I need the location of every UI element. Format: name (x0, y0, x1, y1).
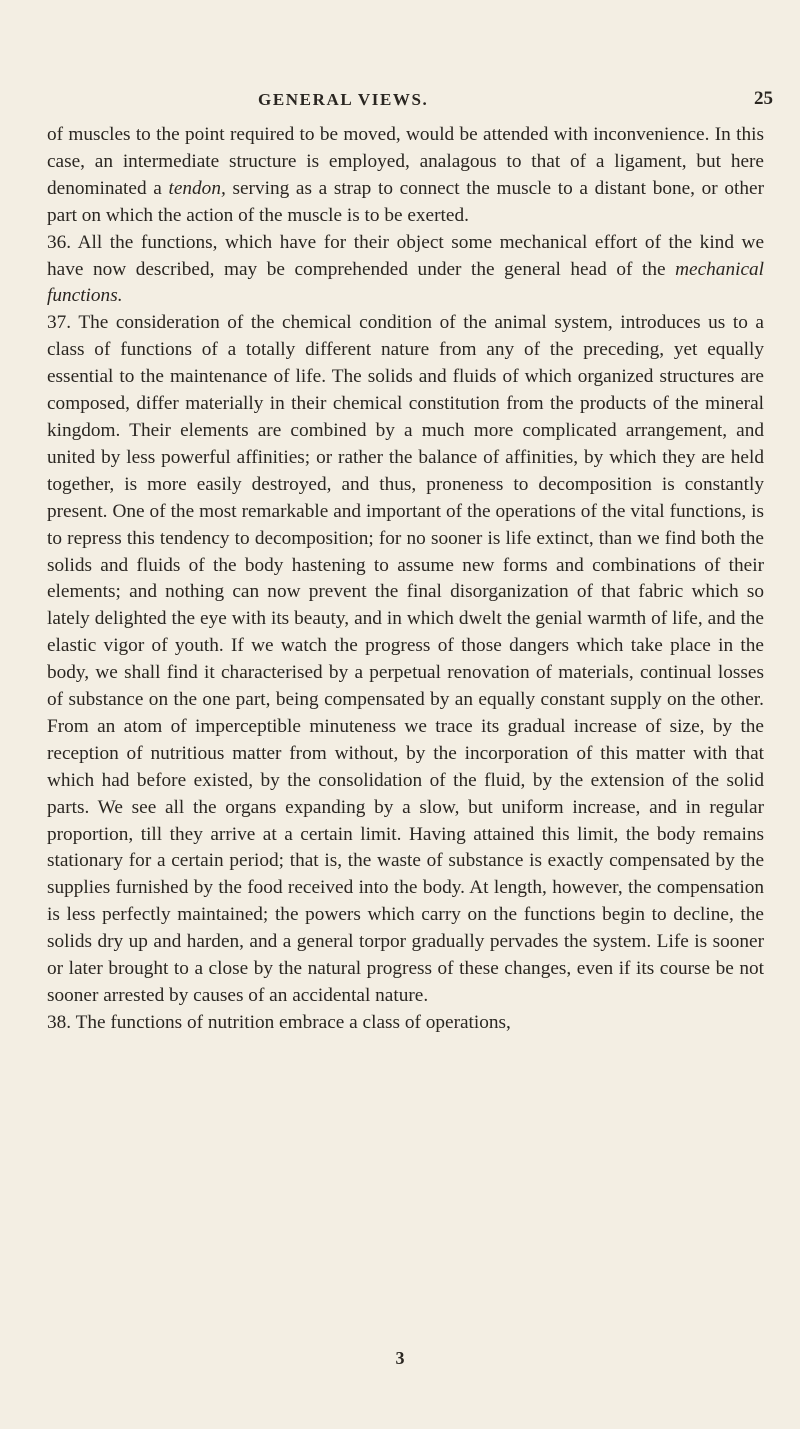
paragraph-continuation: of muscles to the point required to be moved, would be attended with inconvenience. In this case, an intermediate structure is employed, analagous to that of a ligament, but here denominated a tendon, serving as a strap to connect the muscle to a distant bone, or other part on which the action of the muscle is to be exerted. (47, 124, 764, 226)
page-number: 25 (754, 88, 773, 109)
page-header (258, 90, 773, 116)
signature-mark: 3 (395, 1348, 405, 1368)
paragraph-37: 37. The consideration of the chemical condition of the animal system, introduces us to a class of functions of a totally different nature from any of the preceding, yet equally essential to the maintenance of life. The solids and fluids of which organized structures are composed, differ materially in their chemical constitution from the products of the mineral kingdom. Their elements are combined by a much more complicated arrangement, and united by less powerful affinities; or rather the balance of affinities, by which they are held together, is more easily destroyed, and thus, proneness to decomposition is constantly present. One of the most remarkable and important of the operations of the vital functions, is to repress this tendency to decomposition; for no sooner is life extinct, than we find both the solids and fluids of the body hastening to assume new forms and combinations of their elements; and nothing can now prevent the final disorganization of that fabric which so lately delighted the eye with its beauty, and in which dwelt the genial warmth of life, and the elastic vigor of youth. If we watch the progress of those dangers which take place in the body, we shall find it characterised by a perpetual renovation of materials, continual losses of substance on the one part, being compensated by an equally constant supply on the other. From an atom of imperceptible minuteness we trace its gradual increase of size, by the reception of nutritious matter from without, by the incorporation of this matter with that which had before existed, by the consolidation of the fluid, by the extension of the solid parts. We see all the organs expanding by a slow, but uniform increase, and in regular proportion, till they arrive at a certain limit. Having attained this limit, the body remains stationary for a certain period; that is, the waste of substance is exactly compensated by the supplies furnished by the food received into the body. At length, however, the compensation is less perfectly maintained; the powers which carry on the functions begin to decline, the solids dry up and harden, and a general torpor gradually pervades the system. Life is sooner or later brought to a close by the natural progress of these changes, even if its course be not sooner arrested by causes of an accidental nature. (47, 312, 764, 1006)
running-head: GENERAL VIEWS. (258, 90, 429, 109)
paragraph-36: 36. All the functions, which have for their object some mechanical effort of the kind we have now described, may be comprehended under the general head of the mechanical functions. (47, 231, 764, 307)
term-tendon: tendon, (168, 177, 226, 199)
term-mechanical-functions: mechanical functions. (47, 258, 764, 307)
body-text (47, 122, 764, 1037)
paragraph-38: 38. The functions of nutrition embrace a class of operations, (47, 1011, 511, 1033)
